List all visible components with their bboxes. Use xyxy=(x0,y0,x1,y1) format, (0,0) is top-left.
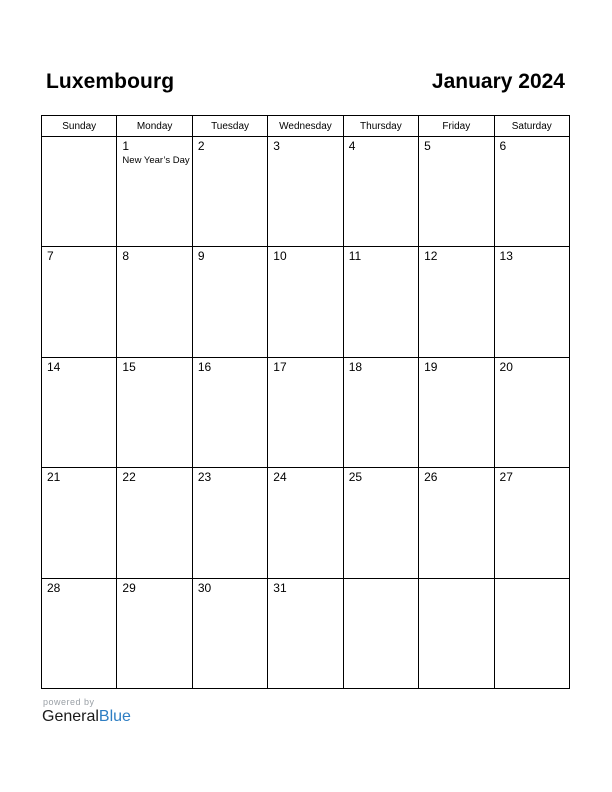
day-number: 29 xyxy=(122,580,136,595)
day-number: 3 xyxy=(273,139,280,153)
day-cell xyxy=(494,357,569,467)
day-number xyxy=(419,579,493,582)
day-cell xyxy=(42,468,117,578)
day-cell xyxy=(117,578,192,688)
day-cell xyxy=(494,137,569,247)
day-number: 1 xyxy=(122,139,130,153)
powered-by-label: powered by xyxy=(43,697,95,707)
day-number: 10 xyxy=(273,249,287,264)
day-number: 26 xyxy=(424,470,438,485)
weekday-header: Thursday xyxy=(343,116,418,137)
weekday-header: Monday xyxy=(117,116,192,137)
day-number: 22 xyxy=(122,470,136,485)
day-number: 11 xyxy=(348,249,362,264)
day-number: 31 xyxy=(273,580,287,595)
week-row xyxy=(42,578,570,688)
day-cell xyxy=(117,468,192,578)
day-number: 27 xyxy=(499,470,513,485)
day-cell xyxy=(494,468,569,578)
day-number: 5 xyxy=(424,139,431,153)
weekday-header-row xyxy=(42,116,570,137)
day-cell xyxy=(117,137,192,247)
day-cell xyxy=(343,357,418,467)
holiday-label: New Year’s Day xyxy=(122,155,190,166)
day-number: 4 xyxy=(348,139,356,153)
week-row xyxy=(42,247,570,357)
brand-general-text: General xyxy=(42,708,99,725)
day-number: 19 xyxy=(424,359,438,374)
day-number: 16 xyxy=(197,359,212,374)
weekday-header: Friday xyxy=(419,116,494,137)
day-cell xyxy=(343,578,418,688)
week-row xyxy=(42,137,570,247)
day-cell xyxy=(42,247,117,357)
day-cell xyxy=(268,137,343,247)
day-cell xyxy=(268,247,343,357)
weekday-header: Saturday xyxy=(494,116,569,137)
day-cell xyxy=(192,137,267,247)
day-cell xyxy=(192,578,267,688)
day-number: 14 xyxy=(47,359,61,374)
calendar-country-title: Luxembourg xyxy=(46,70,175,93)
day-number: 24 xyxy=(273,470,287,485)
day-cell xyxy=(419,247,494,357)
calendar-body xyxy=(42,137,570,689)
day-number: 21 xyxy=(47,470,61,485)
day-cell xyxy=(42,578,117,688)
day-number: 23 xyxy=(197,470,212,485)
day-cell xyxy=(117,357,192,467)
day-cell xyxy=(419,578,494,688)
day-number: 12 xyxy=(424,249,438,264)
day-number: 13 xyxy=(499,249,513,264)
day-cell xyxy=(117,247,192,357)
day-cell xyxy=(343,468,418,578)
day-number: 20 xyxy=(499,359,513,374)
week-row xyxy=(42,357,570,467)
weekday-header: Wednesday xyxy=(268,116,343,137)
day-cell xyxy=(42,137,117,247)
day-cell xyxy=(494,578,569,688)
weekday-header: Sunday xyxy=(42,116,117,137)
day-number: 25 xyxy=(348,470,363,485)
day-number: 15 xyxy=(122,359,136,374)
day-cell xyxy=(343,247,418,357)
day-cell xyxy=(42,357,117,467)
day-number: 17 xyxy=(273,359,287,374)
day-number: 7 xyxy=(47,249,54,264)
day-number xyxy=(495,579,569,582)
day-number: 2 xyxy=(197,139,205,153)
day-number: 9 xyxy=(197,249,205,264)
day-cell xyxy=(192,357,267,467)
day-cell xyxy=(343,137,418,247)
day-number xyxy=(344,579,418,582)
day-cell xyxy=(192,247,267,357)
day-cell xyxy=(268,578,343,688)
generalblue-logo xyxy=(42,708,131,726)
day-cell xyxy=(419,468,494,578)
brand-blue-text: Blue xyxy=(98,708,131,725)
day-number: 18 xyxy=(348,359,363,374)
day-cell xyxy=(268,357,343,467)
calendar-grid xyxy=(41,115,570,689)
day-cell xyxy=(268,468,343,578)
day-number: 6 xyxy=(499,139,507,153)
day-number: 30 xyxy=(197,580,212,595)
weekday-header: Tuesday xyxy=(192,116,267,137)
day-cell xyxy=(419,137,494,247)
day-number: 28 xyxy=(47,580,61,595)
calendar-month-title: January 2024 xyxy=(431,70,565,93)
day-cell xyxy=(419,357,494,467)
week-row xyxy=(42,468,570,578)
day-cell xyxy=(192,468,267,578)
day-number: 8 xyxy=(122,249,130,264)
day-number xyxy=(42,137,116,140)
day-cell xyxy=(494,247,569,357)
